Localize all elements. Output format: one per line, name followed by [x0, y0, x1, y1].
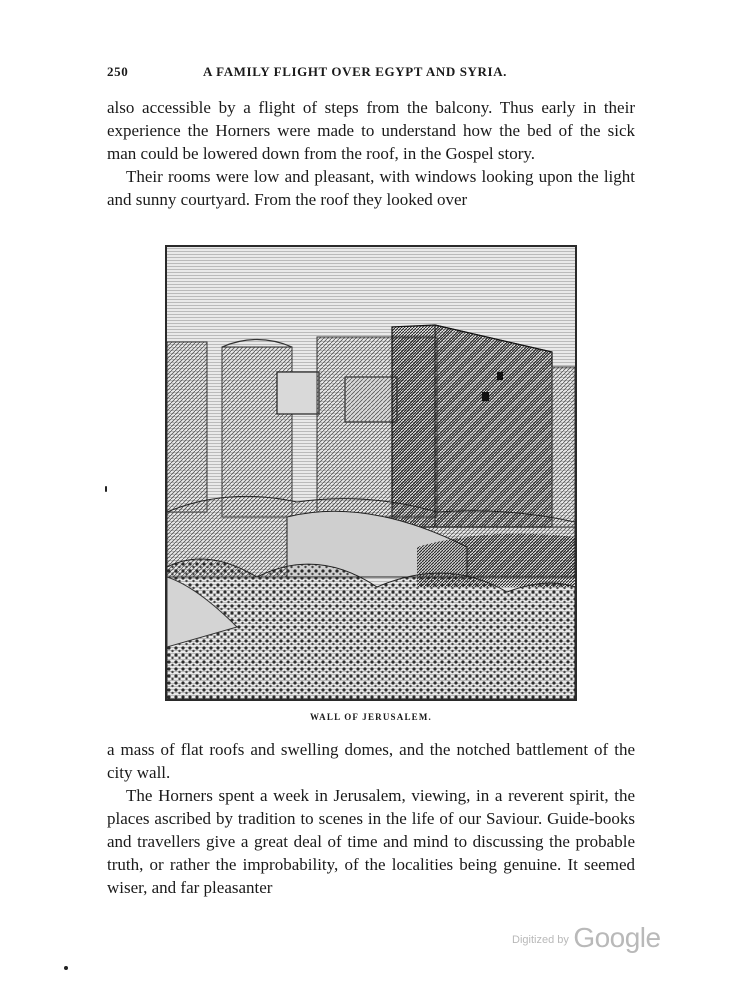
- page-number: 250: [107, 64, 129, 79]
- paragraph: The Horners spent a week in Jerusalem, viewing, in a reverent spirit, the places ascribed by tradition to scenes in the life of our Saviour. Guide-books and travellers give a great deal of time and mind to discussing the probable truth, or rather the improbability, of the localities being genuine. It seemed wiser, and far pleasanter: [107, 786, 635, 897]
- figure-caption: WALL OF JERUSALEM.: [309, 712, 433, 722]
- google-logo: Google: [573, 922, 661, 953]
- running-header: [107, 64, 635, 84]
- body-text-top: [107, 96, 635, 211]
- watermark-prefix: Digitized by: [512, 934, 569, 946]
- ink-speck: [64, 966, 68, 970]
- digitized-watermark: [512, 922, 661, 954]
- ink-speck: [105, 486, 107, 492]
- running-title: A FAMILY FLIGHT OVER EGYPT AND SYRIA.: [203, 64, 508, 79]
- body-text-bottom: [107, 738, 635, 899]
- engraving-drawing: [167, 247, 575, 699]
- paragraph: a mass of flat roofs and swelling domes, and the notched battlement of the city wall.: [107, 740, 635, 782]
- paragraph: Their rooms were low and pleasant, with windows looking upon the light and sunny courtyard. From the roof they looked over: [107, 167, 635, 209]
- paragraph: also accessible by a flight of steps from the balcony. Thus early in their experience the Horners were made to understand how the bed of the sick man could be lowered down from the roof, in the Gospel story.: [107, 98, 635, 163]
- engraving-illustration: [165, 245, 577, 701]
